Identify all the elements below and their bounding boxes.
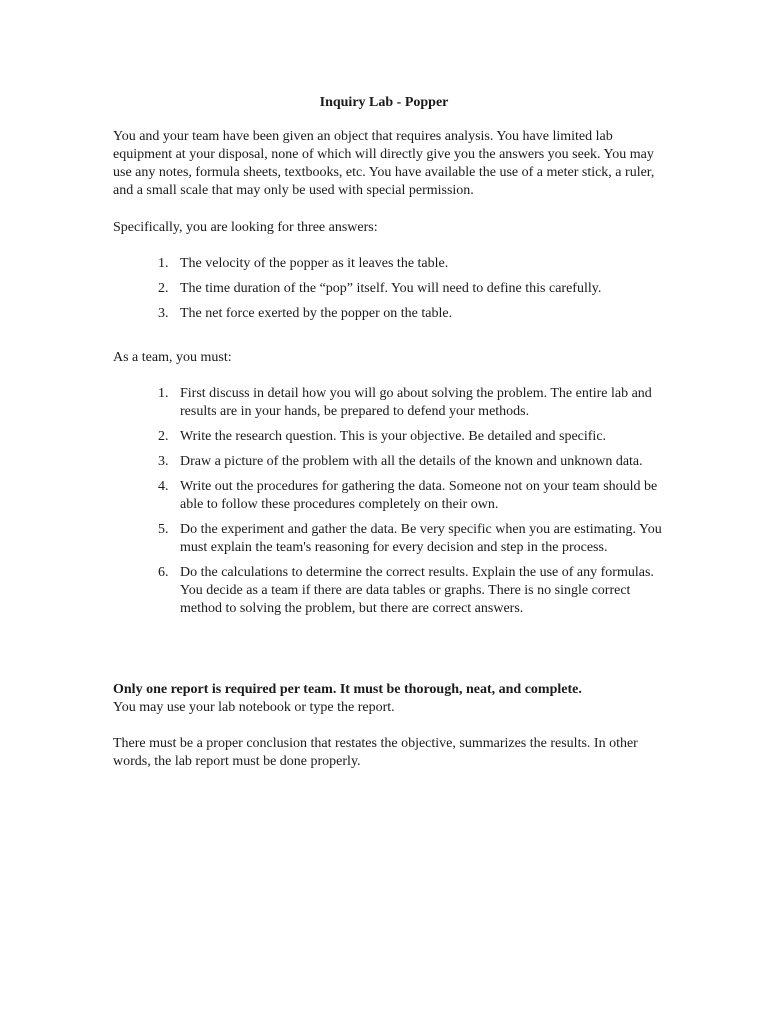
list-item: [150, 255, 670, 273]
list-number: 5.: [158, 522, 169, 537]
list-item: [150, 453, 670, 471]
list-text: Do the experiment and gather the data. Be very specific when you are estimating. You must explain the team's reasoning for every decision and step in the process.: [180, 522, 662, 555]
list-item: [150, 428, 670, 446]
report-requirement: Only one report is required per team. It must be thorough, neat, and complete.: [113, 682, 582, 697]
list-number: 2.: [158, 429, 169, 444]
list-item: [150, 305, 670, 323]
list-number: 3.: [158, 306, 169, 321]
list-text: Write out the procedures for gathering the data. Someone not on your team should be able to follow these procedures completely on their own.: [180, 479, 658, 512]
specifically-paragraph: Specifically, you are looking for three answers:: [113, 220, 378, 235]
list-number: 4.: [158, 479, 169, 494]
document-title: Inquiry Lab - Popper: [319, 95, 449, 110]
list-text: The net force exerted by the popper on the table.: [180, 306, 453, 321]
list-text: Do the calculations to determine the correct results. Explain the use of any formulas. You decide as a team if there are data tables or graphs. There is no single correct method to solving the problem, but there are correct answers.: [180, 565, 654, 616]
list-item: [150, 521, 670, 557]
list-number: 1.: [158, 386, 169, 401]
list-text: The velocity of the popper as it leaves the table.: [180, 256, 449, 271]
list-item: [150, 280, 670, 298]
list-text: Draw a picture of the problem with all the details of the known and unknown data.: [180, 454, 643, 469]
list-number: 3.: [158, 454, 169, 469]
list-number: 6.: [158, 565, 169, 580]
list-item: [150, 478, 670, 514]
list-text: Write the research question. This is your objective. Be detailed and specific.: [180, 429, 607, 444]
report-note: You may use your lab notebook or type the report.: [113, 700, 395, 715]
list-item: [150, 385, 670, 421]
steps-list: [150, 385, 670, 625]
team-must-paragraph: As a team, you must:: [113, 350, 232, 365]
list-number: 2.: [158, 281, 169, 296]
list-number: 1.: [158, 256, 169, 271]
conclusion-paragraph: There must be a proper conclusion that restates the objective, summarizes the results. In other words, the lab report must be done properly.: [113, 736, 638, 769]
list-text: The time duration of the “pop” itself. You will need to define this carefully.: [180, 281, 602, 296]
list-item: [150, 564, 670, 618]
list-text: First discuss in detail how you will go about solving the problem. The entire lab and results are in your hands, be prepared to defend your methods.: [180, 386, 652, 419]
intro-paragraph: You and your team have been given an object that requires analysis. You have limited lab equipment at your disposal, none of which will directly give you the answers you seek. You may use any notes, formula sheets, textbooks, etc. You have available the use of a meter stick, a ruler, and a small scale that may only be used with special permission.: [113, 129, 655, 198]
answers-list: [150, 255, 670, 330]
